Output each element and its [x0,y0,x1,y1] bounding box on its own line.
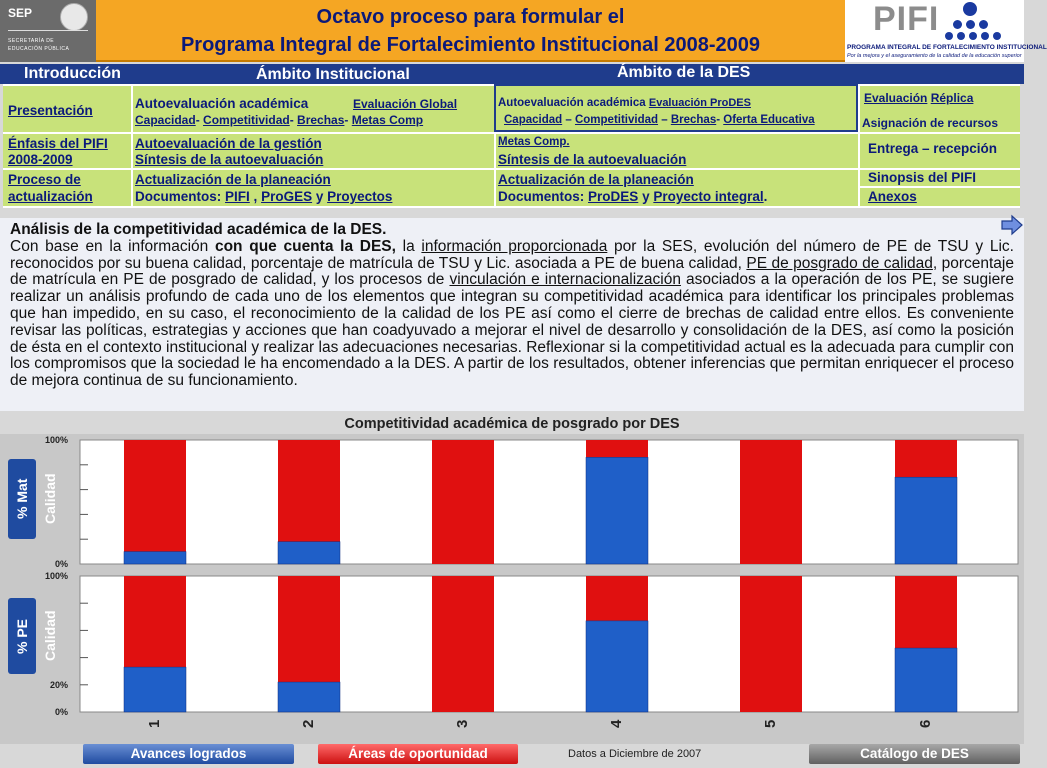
y-tick-label: 100% [44,571,68,581]
y-tick-label: 20% [49,679,68,690]
link-proyecto-integral[interactable]: Proyecto integral [653,189,764,204]
analysis-text-3: por la SES, evolución del número de PE de TSU y Lic. reconocidos por su buena calidad, porcentaje de matrícula de TSU y Lic. asociada a PE de buena calidad, [10,237,1014,272]
bar-value [124,667,186,712]
title-bar [96,0,845,62]
bar-value [895,477,957,564]
next-arrow-icon[interactable] [1001,215,1023,235]
x-tick-label: 3 [454,719,471,728]
pifi-logo-word: PIFI [873,0,940,38]
label-y-inst: y [315,189,324,204]
bar-remainder [278,440,340,542]
y-axis-label-mat-calidad: % Mat Calidad [8,459,36,539]
analysis-text-bold: con que cuenta la DES, [214,237,396,255]
analysis-text-1: Con base en la información [10,237,215,255]
sep-logo-subtitle-1: SECRETARÍA DE [8,38,55,44]
tab-introduccion[interactable]: Introducción [24,65,121,82]
analysis-link-vinculacion[interactable]: vinculación e internacionalización [449,271,681,289]
documentos-des-row: Documentos: ProDES y Proyecto integral. [498,189,768,204]
y-tick-label: 100% [44,435,68,445]
analysis-text-5: asociados a la operación de los PE, se sugiere realizar un análisis profundo de cada uno de los elementos que integran su competitividad académica para identificar los principales problemas que han impedido, en su caso, el reconocimiento de la calidad de los PE así como el cierre de brechas de calidad entre ellos. Es conveniente revisar las políticas, estrategias y acciones que han coadyuvado a mejorar el nivel de desarrollo y consolidación de la DES, así como la posición de ésta en el contexto institucional y realizar las adecuaciones necesarias. Reflexionar si la competitividad actual es la adecuada para cumplir con los compromisos que la sociedad le ha encomendado a la DES. A partir de los resultados, obtener inferencias que permitan enriquecer el proceso de mejora continua de su funcionamiento. [10,271,1014,390]
link-oferta-educativa[interactable]: Oferta Educativa [723,114,815,126]
link-competitividad-inst[interactable]: Competitividad [203,113,290,127]
link-sintesis-des[interactable]: Síntesis de la autoevaluación [498,152,687,167]
link-actualizacion-inst[interactable]: Actualización de la planeación [135,172,331,187]
bar-remainder [740,440,802,564]
bar-remainder [586,576,648,621]
logo-divider [8,30,88,31]
link-capacidad-inst[interactable]: Capacidad [135,113,196,127]
areas-oportunidad-button[interactable]: Áreas de oportunidad [318,744,518,764]
link-brechas-inst[interactable]: Brechas [297,113,345,127]
link-prodes[interactable]: ProDES [588,189,639,204]
pifi-dot-icon [993,32,1001,40]
label-documentos-des: Documentos: [498,189,585,204]
pifi-dot-icon [966,20,975,29]
analysis-link-informacion[interactable]: información proporcionada [421,237,608,255]
bar-value [586,621,648,712]
x-tick-label: 4 [608,719,625,728]
x-tick-label: 5 [762,719,779,728]
link-competitividad-des[interactable]: Competitividad [574,114,659,126]
link-autoeval-gestion[interactable]: Autoevaluación de la gestión [135,136,322,151]
x-tick-label: 2 [300,719,317,728]
pifi-dot-icon [957,32,965,40]
section-band [0,64,1024,84]
link-capacidad-des[interactable]: Capacidad [504,114,563,126]
pifi-dot-icon [963,2,977,16]
tab-ambito-institucional[interactable]: Ámbito Institucional [256,66,410,83]
pifi-dot-icon [979,20,988,29]
analysis-heading: Análisis de la competitividad académica de la DES. [10,221,387,238]
bar-remainder [124,576,186,667]
link-pifi[interactable]: PIFI [225,189,250,204]
avances-logrados-button[interactable]: Avances logrados [83,744,294,764]
analysis-text-4: , porcentaje de matrícula en PE de posgrado de calidad, y los procesos de [10,254,1014,289]
link-proceso-2[interactable]: actualización [8,189,93,204]
link-sintesis-inst[interactable]: Síntesis de la autoevaluación [135,152,324,167]
pifi-dot-icon [953,20,962,29]
nav-cell-anexos [860,188,1020,206]
posgrado-chart [0,434,1024,744]
bar-remainder [278,576,340,682]
label-asignacion[interactable]: Asignación de recursos [862,116,999,130]
nav-cell-evaluacion [860,86,1020,132]
y-tick-label: 0% [54,559,68,569]
analysis-panel [0,218,1024,411]
label-entrega[interactable]: Entrega – recepción [868,141,998,156]
pifi-dot-icon [945,32,953,40]
nav-cell-planeacion-des [496,170,858,206]
link-presentacion[interactable]: Presentación [8,103,93,118]
navigation-grid [3,84,1020,208]
bar-remainder [124,440,186,552]
label-documentos-inst: Documentos: [135,189,222,204]
plot-background [80,440,1018,564]
link-brechas-des[interactable]: Brechas [670,114,717,126]
link-eval-global[interactable]: Evaluación Global [353,97,458,111]
link-eval-prodes[interactable]: Evaluación ProDES [648,97,751,109]
bar-remainder [432,576,494,712]
x-tick-label: 1 [146,719,163,728]
inst-links-row: Capacidad- Competitividad- Brechas- Metas Comp [135,113,424,127]
chart-title: Competitividad académica de posgrado por DES [344,416,680,432]
bar-value [586,457,648,564]
page-title-line-1: Octavo proceso para formular el [316,6,625,28]
bar-remainder [586,440,648,457]
nav-cell-proceso[interactable] [3,170,131,206]
sep-logo-subtitle-2: EDUCACIÓN PÚBLICA [8,46,70,52]
evaluacion-row [864,91,973,105]
bar-remainder [740,576,802,712]
link-anexos[interactable]: Anexos [868,189,917,204]
link-metas-comp-des[interactable]: Metas Comp. [498,136,570,148]
autoeval-des-row [498,96,751,110]
link-evaluacion[interactable]: Evaluación [864,91,928,105]
y-axis-label-pe-calidad: % PE Calidad [8,598,36,674]
link-metas-comp-inst[interactable]: Metas Comp [351,113,424,127]
pifi-dot-icon [981,32,989,40]
label-autoeval-inst: Autoevaluación académica [135,96,309,111]
bar-value [278,682,340,712]
label-y-des: y [642,189,650,204]
documentos-inst-row: Documentos: PIFI , ProGES y Proyectos [135,189,393,204]
sep-logo [0,0,96,62]
plot-background [80,576,1018,712]
nav-cell-sintesis-des [496,134,858,168]
analysis-link-pe-posgrado[interactable]: PE de posgrado de calidad [746,254,933,272]
link-enfasis-2[interactable]: 2008-2009 [8,152,73,167]
link-replica[interactable]: Réplica [930,91,974,105]
nav-cell-presentacion[interactable] [3,86,131,132]
bar-value [278,542,340,564]
bar-remainder [895,440,957,477]
page-title-line-2: Programa Integral de Fortalecimiento Institucional 2008-2009 [180,34,761,56]
link-proges[interactable]: ProGES [261,189,313,204]
des-links-row: Capacidad – Competitividad – Brechas- Oferta Educativa [504,114,815,126]
bar-remainder [432,440,494,564]
nav-cell-enfasis[interactable] [3,134,131,168]
x-tick-label: 6 [917,719,934,728]
pifi-logo-caption-2: Por la mejora y el aseguramiento de la calidad de la educación superior [847,53,1022,59]
link-actualizacion-des[interactable]: Actualización de la planeación [498,172,694,187]
data-date-note: Datos a Diciembre de 2007 [568,748,702,760]
nav-cell-sinopsis [860,170,1020,186]
bar-value [124,552,186,564]
y-tick-label: 0% [54,707,68,717]
nav-cell-entrega [860,134,1020,168]
analysis-text-2: la [395,237,422,255]
link-enfasis-1[interactable]: Énfasis del PIFI [8,136,108,151]
nav-cell-autoeval-des [496,86,858,132]
link-sinopsis[interactable]: Sinopsis del PIFI [868,170,977,185]
tab-ambito-des[interactable]: Ámbito de la DES [617,64,751,81]
label-autoeval-des: Autoevaluación académica [498,97,646,109]
pifi-logo-caption-1: PROGRAMA INTEGRAL DE FORTALECIMIENTO INSTITUCIONAL [847,44,1047,51]
bar-remainder [895,576,957,648]
catalogo-des-button[interactable]: Catálogo de DES [809,744,1020,764]
nav-cell-gestion [133,134,494,168]
pifi-logo [845,0,1047,62]
crest-icon [60,3,88,31]
bar-value [895,648,957,712]
nav-cell-autoeval-inst [133,86,494,132]
analysis-text [10,222,1014,390]
nav-cell-planeacion-inst [133,170,494,206]
sep-logo-name: SEP [8,6,33,20]
link-proyectos[interactable]: Proyectos [327,189,393,204]
pifi-dot-icon [969,32,977,40]
link-proceso-1[interactable]: Proceso de [8,172,81,187]
